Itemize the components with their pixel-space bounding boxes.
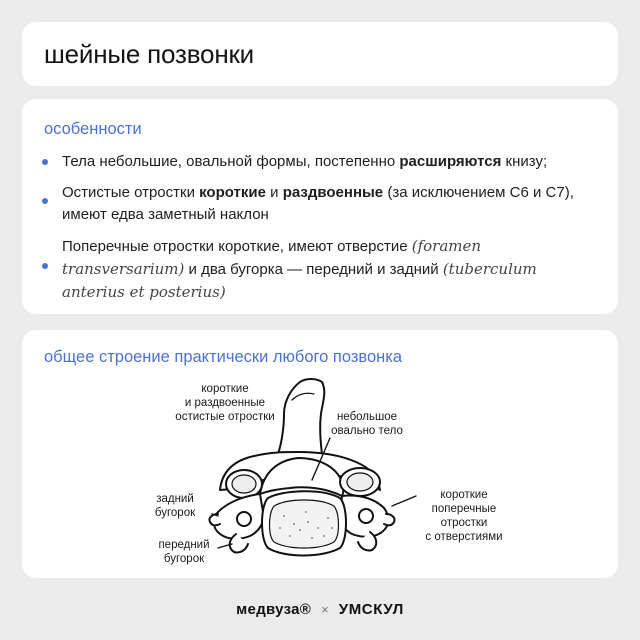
separator-icon: × (321, 601, 329, 617)
label-spinous-process: короткие и раздвоенные остистые отростки (175, 383, 275, 423)
brand-umskul-logo: УМСКУЛ (338, 600, 404, 618)
page-title: шейные позвонки (44, 39, 254, 69)
label-posterior-tubercle: задний бугорок (154, 493, 196, 519)
feature-item-transverse: Поперечные отростки короткие, имеют отверстие (foramen transversarium) и два бугорка — передний и задний (tuberculum anterius et posterius) (40, 235, 600, 304)
label-anterior-tubercle: передний бугорок (158, 539, 210, 565)
feature-item-body: Тела небольшие, овальной формы, постепенно расширяются книзу; (40, 151, 600, 173)
bullet-dot-icon (42, 263, 48, 269)
structure-heading: общее строение практически любого позвонка (44, 348, 403, 366)
features-heading: особенности (44, 120, 142, 138)
label-transverse-process: короткие поперечные отростки с отверстиями (425, 489, 503, 543)
title-card (22, 22, 618, 86)
brand-medvuza-logo: медвуза® (236, 600, 312, 618)
vertebra-illustration (22, 330, 618, 578)
features-list (40, 151, 600, 304)
bullet-dot-icon (42, 159, 48, 165)
bullet-dot-icon (42, 198, 48, 204)
features-card (22, 99, 618, 314)
label-vertebral-body: небольшое овально тело (331, 411, 403, 437)
footer (0, 598, 640, 620)
feature-item-spinous: Остистые отростки короткие и раздвоенные (за исключением С6 и С7), имеют едва заметный наклон (40, 182, 600, 226)
structure-card (22, 330, 618, 578)
